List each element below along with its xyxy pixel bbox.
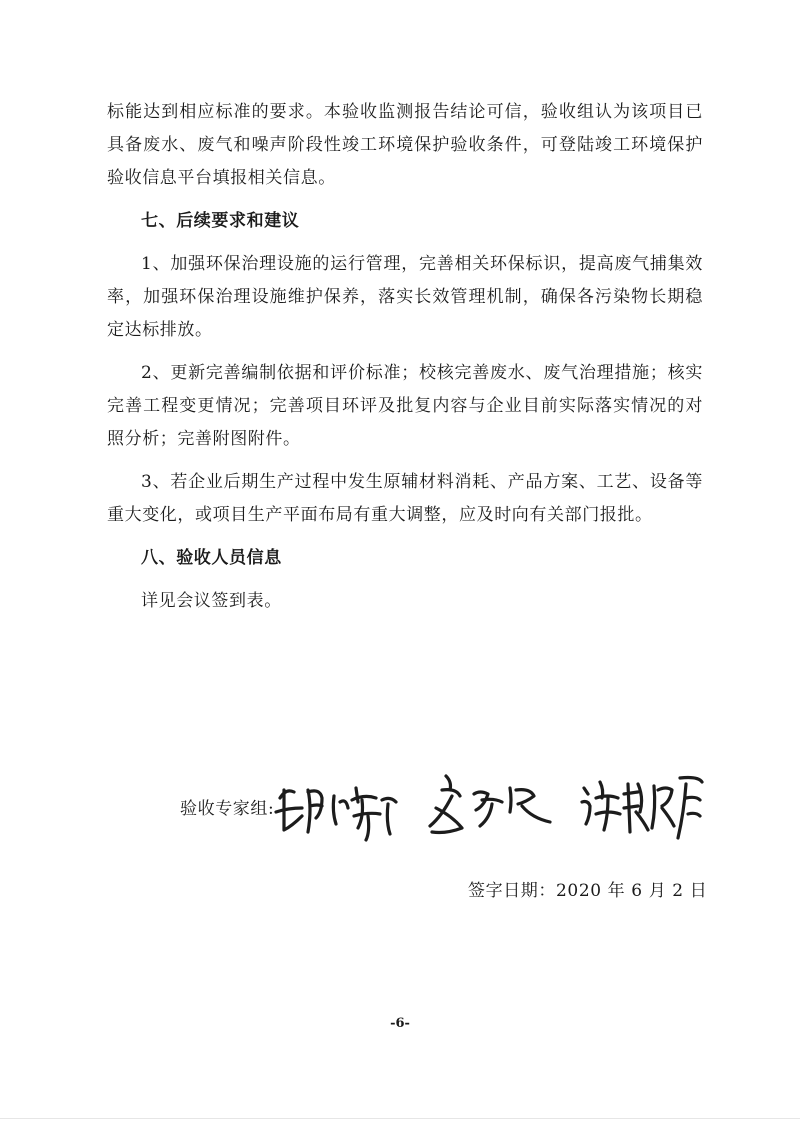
- signature-label: 验收专家组:: [180, 799, 275, 819]
- paragraph-requirement-2: 2、更新完善编制依据和评价标准；校核完善废水、废气治理措施；核实完善工程变更情况；完善项目环评及批复内容与企业目前实际落实情况的对照分析；完善附图附件。: [107, 363, 703, 449]
- signature-block: [180, 768, 740, 848]
- handwritten-signature-1: [272, 768, 412, 848]
- handwritten-signature-2: [422, 768, 562, 848]
- page-edge-divider: [0, 1118, 800, 1119]
- page-number: -6-: [390, 1016, 410, 1031]
- section-heading-follow-up: 七、后续要求和建议: [141, 211, 300, 231]
- section-heading-personnel: 八、验收人员信息: [141, 548, 282, 568]
- paragraph-requirement-3: 3、若企业后期生产过程中发生原辅材料消耗、产品方案、工艺、设备等重大变化，或项目生产平面布局有重大调整，应及时向有关部门报批。: [107, 472, 703, 525]
- paragraph-requirement-1: 1、加强环保治理设施的运行管理，完善相关环保标识，提高废气捕集效率，加强环保治理设施维护保养，落实长效管理机制，确保各污染物长期稳定达标排放。: [107, 254, 703, 340]
- body-text: [107, 96, 703, 628]
- handwritten-signature-3: [578, 768, 708, 848]
- paragraph-conclusion: 标能达到相应标准的要求。本验收监测报告结论可信，验收组认为该项目已具备废水、废气和噪声阶段性竣工环境保护验收条件，可登陆竣工环境保护验收信息平台填报相关信息。: [107, 102, 703, 188]
- signing-date: 签字日期：2020 年 6 月 2 日: [468, 881, 708, 901]
- paragraph-sign-in-note: 详见会议签到表。: [141, 591, 282, 611]
